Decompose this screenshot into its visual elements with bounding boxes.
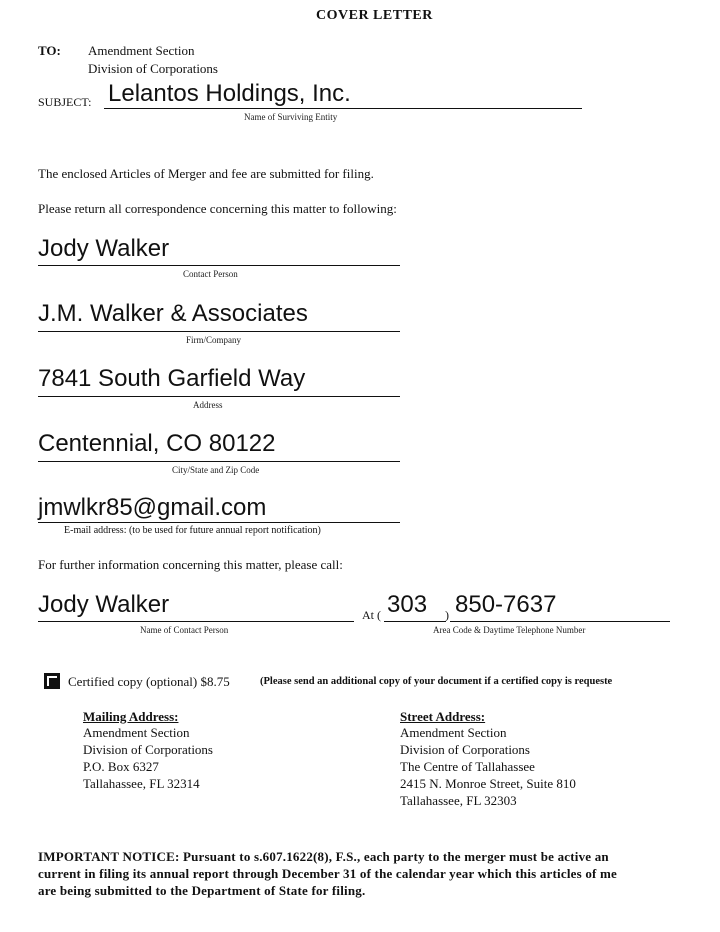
certified-label: Certified copy (optional) $8.75 bbox=[68, 674, 230, 689]
certified-note: (Please send an additional copy of your document if a certified copy is requeste bbox=[260, 676, 613, 687]
subject-value[interactable]: Lelantos Holdings, Inc. bbox=[108, 80, 351, 107]
mailing-line-3: P.O. Box 6327 bbox=[83, 759, 159, 774]
contact-person-underline bbox=[38, 265, 400, 266]
firm-underline bbox=[38, 331, 400, 332]
street-line-3: The Centre of Tallahassee bbox=[400, 759, 535, 774]
subject-underline bbox=[104, 108, 582, 109]
subject-caption: Name of Surviving Entity bbox=[244, 112, 338, 122]
at-label: At ( bbox=[362, 608, 381, 622]
further-contact-name[interactable]: Jody Walker bbox=[38, 591, 170, 618]
further-text: For further information concerning this matter, please call: bbox=[38, 557, 343, 572]
mailing-line-2: Division of Corporations bbox=[83, 742, 213, 757]
to-line-1: Amendment Section bbox=[88, 43, 195, 58]
contact-person-caption: Contact Person bbox=[183, 269, 238, 279]
to-label: TO: bbox=[38, 43, 61, 58]
email-caption: E-mail address: (to be used for future annual report notification) bbox=[64, 525, 321, 536]
phone-underline bbox=[450, 621, 670, 622]
mailing-line-1: Amendment Section bbox=[83, 725, 190, 740]
page-title: COVER LETTER bbox=[316, 8, 433, 23]
notice-line-2: current in filing its annual report through December 31 of the calendar year which this articles of me bbox=[38, 866, 617, 881]
mailing-heading: Mailing Address: bbox=[83, 709, 179, 724]
address-value[interactable]: 7841 South Garfield Way bbox=[38, 365, 306, 392]
email-value[interactable]: jmwlkr85@gmail.com bbox=[38, 494, 267, 521]
checkbox-checked-mark bbox=[49, 678, 57, 686]
subject-label: SUBJECT: bbox=[38, 95, 92, 109]
street-line-1: Amendment Section bbox=[400, 725, 507, 740]
city-caption: City/State and Zip Code bbox=[172, 465, 260, 475]
address-caption: Address bbox=[193, 400, 223, 410]
intro-line-2: Please return all correspondence concerning this matter to following: bbox=[38, 201, 397, 216]
notice-line-3: are being submitted to the Department of State for filing. bbox=[38, 883, 366, 898]
further-name-caption: Name of Contact Person bbox=[140, 625, 229, 635]
email-underline bbox=[38, 522, 400, 523]
mailing-line-4: Tallahassee, FL 32314 bbox=[83, 776, 200, 791]
address-underline bbox=[38, 396, 400, 397]
city-underline bbox=[38, 461, 400, 462]
phone-value[interactable]: 850-7637 bbox=[455, 591, 557, 618]
notice-line-1: IMPORTANT NOTICE: Pursuant to s.607.1622(8), F.S., each party to the merger must be active an bbox=[38, 849, 609, 864]
certified-copy-checkbox[interactable] bbox=[44, 673, 60, 689]
street-line-5: Tallahassee, FL 32303 bbox=[400, 793, 517, 808]
phone-caption: Area Code & Daytime Telephone Number bbox=[433, 625, 586, 635]
to-line-2: Division of Corporations bbox=[88, 61, 218, 76]
intro-line-1: The enclosed Articles of Merger and fee are submitted for filing. bbox=[38, 166, 374, 181]
area-code-value[interactable]: 303 bbox=[387, 591, 428, 618]
firm-caption: Firm/Company bbox=[186, 335, 242, 345]
contact-person-value[interactable]: Jody Walker bbox=[38, 235, 170, 262]
street-heading: Street Address: bbox=[400, 709, 486, 724]
area-code-underline bbox=[384, 621, 446, 622]
street-line-4: 2415 N. Monroe Street, Suite 810 bbox=[400, 776, 576, 791]
paren-close: ) bbox=[445, 608, 449, 622]
city-value[interactable]: Centennial, CO 80122 bbox=[38, 430, 276, 457]
street-line-2: Division of Corporations bbox=[400, 742, 530, 757]
further-name-underline bbox=[38, 621, 354, 622]
firm-value[interactable]: J.M. Walker & Associates bbox=[38, 300, 308, 327]
